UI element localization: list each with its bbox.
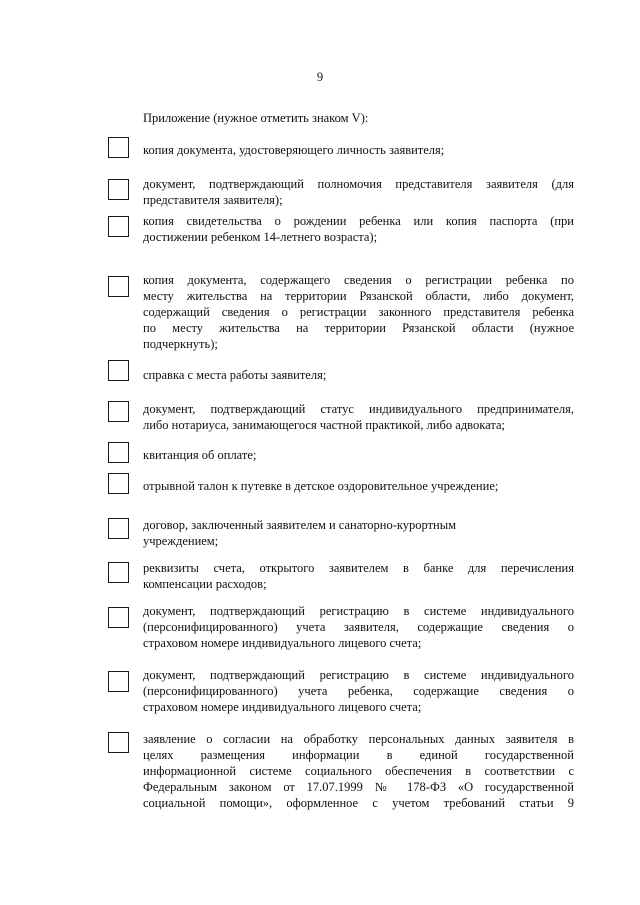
item-line: документ, подтверждающий регистрацию в системе индивидуального: [143, 668, 574, 682]
item-line: документ, подтверждающий регистрацию в системе индивидуального: [143, 604, 574, 618]
item-line: Федеральным законом от 17.07.1999 № 178-ФЗ «О государственной: [143, 780, 574, 794]
item-line: информационной системе социального обеспечения в соответствии с: [143, 764, 574, 778]
item-line: договор, заключенный заявителем и санаторно-курортным: [143, 518, 457, 532]
item-line: учреждением;: [143, 534, 219, 548]
item-text: [143, 731, 574, 811]
item-text: [143, 272, 574, 352]
checkbox[interactable]: [108, 276, 129, 297]
item-text: [143, 517, 574, 549]
checkbox[interactable]: [108, 732, 129, 753]
item-line: подчеркнуть);: [143, 337, 218, 351]
item-line: либо нотариуса, занимающегося частной практикой, либо адвоката;: [143, 418, 505, 432]
item-text: [143, 213, 574, 245]
item-text: [143, 176, 574, 208]
item-line: месту жительства на территории Рязанской области, либо документ,: [143, 289, 574, 303]
item-line: заявление о согласии на обработку персональных данных заявителя в: [143, 732, 574, 746]
checkbox[interactable]: [108, 401, 129, 422]
item-line: представителя заявителя);: [143, 193, 283, 207]
checkbox[interactable]: [108, 607, 129, 628]
attachments-heading: Приложение (нужное отметить знаком V):: [143, 111, 369, 125]
item-line: (персонифицированного) учета заявителя, содержащие сведения о: [143, 620, 574, 634]
item-text: [143, 367, 574, 383]
item-text: [143, 142, 574, 158]
item-text: [143, 560, 574, 592]
checkbox[interactable]: [108, 360, 129, 381]
item-line: страховом номере индивидуального лицевого счета;: [143, 636, 422, 650]
item-line: копия свидетельства о рождении ребенка или копия паспорта (при: [143, 214, 574, 228]
checkbox[interactable]: [108, 216, 129, 237]
item-text: [143, 667, 574, 715]
item-line: справка с места работы заявителя;: [143, 368, 327, 382]
item-text: [143, 401, 574, 433]
checkbox[interactable]: [108, 518, 129, 539]
page-number: 9: [316, 70, 324, 84]
checkbox[interactable]: [108, 137, 129, 158]
item-line: документ, подтверждающий полномочия представителя заявителя (для: [143, 177, 574, 191]
item-line: копия документа, удостоверяющего личность заявителя;: [143, 143, 445, 157]
item-text: [143, 447, 574, 463]
item-line: содержащий сведения о регистрации законного представителя ребенка: [143, 305, 574, 319]
checkbox[interactable]: [108, 671, 129, 692]
checkbox[interactable]: [108, 442, 129, 463]
item-line: квитанция об оплате;: [143, 448, 257, 462]
checkbox[interactable]: [108, 562, 129, 583]
item-text: [143, 603, 574, 651]
item-line: отрывной талон к путевке в детское оздоровительное учреждение;: [143, 479, 499, 493]
item-line: по месту жительства на территории Рязанской области (нужное: [143, 321, 574, 335]
item-line: социальной помощи», оформленное с учетом требований статьи 9: [143, 796, 574, 810]
item-line: (персонифицированного) учета ребенка, содержащие сведения о: [143, 684, 574, 698]
item-text: [143, 478, 574, 494]
item-line: страховом номере индивидуального лицевого счета;: [143, 700, 422, 714]
item-line: копия документа, содержащего сведения о регистрации ребенка по: [143, 273, 574, 287]
item-line: компенсации расходов;: [143, 577, 267, 591]
checkbox[interactable]: [108, 179, 129, 200]
item-line: документ, подтверждающий статус индивидуального предпринимателя,: [143, 402, 574, 416]
item-line: реквизиты счета, открытого заявителем в банке для перечисления: [143, 561, 574, 575]
item-line: достижении ребенком 14-летнего возраста);: [143, 230, 378, 244]
item-line: целях размещения информации в единой государственной: [143, 748, 574, 762]
checkbox[interactable]: [108, 473, 129, 494]
